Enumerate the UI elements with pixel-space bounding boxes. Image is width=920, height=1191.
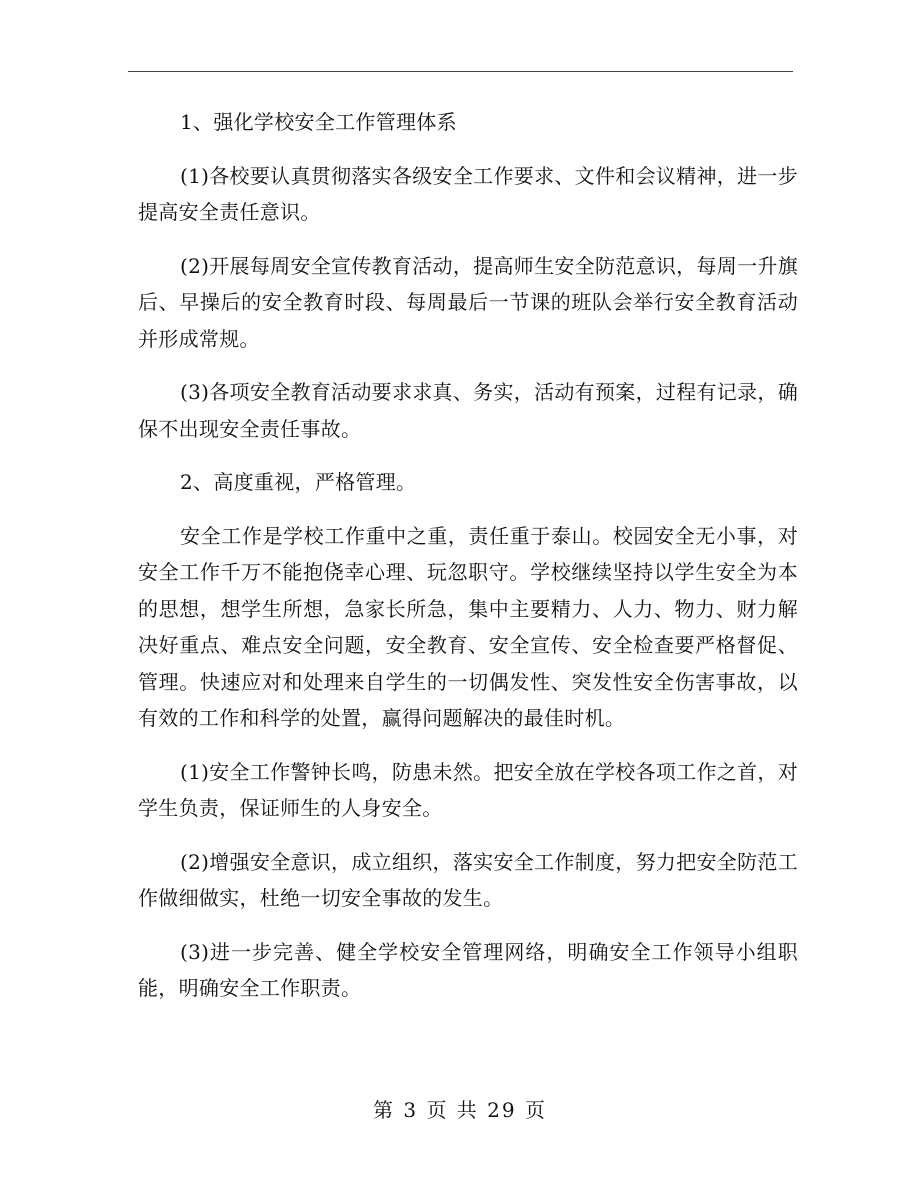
paragraph-1-2: (2)开展每周安全宣传教育活动，提高师生安全防范意识，每周一升旗后、早操后的安全教育时段、每周最后一节课的班队会举行安全教育活动并形成常规。: [138, 253, 798, 351]
paragraph-1-1: (1)各校要认真贯彻落实各级安全工作要求、文件和会议精神，进一步提高安全责任意识。: [138, 163, 798, 224]
paragraph-2-3: (3)进一步完善、健全学校安全管理网络，明确安全工作领导小组职能，明确安全工作职责。: [138, 939, 798, 1000]
paragraph-2-1: (1)安全工作警钟长鸣，防患未然。把安全放在学校各项工作之首，对学生负责，保证师生的人身安全。: [138, 759, 798, 820]
document-body: [138, 104, 798, 1024]
paragraph-1-3: (3)各项安全教育活动要求求真、务实，活动有预案，过程有记录，确保不出现安全责任事故。: [138, 380, 798, 441]
paragraph-2-intro: 安全工作是学校工作重中之重，责任重于泰山。校园安全无小事，对安全工作千万不能抱侥幸心理、玩忽职守。学校继续坚持以学生安全为本的思想，想学生所想，急家长所急，集中主要精力、人力、物力、财力解决好重点、难点安全问题，安全教育、安全宣传、安全检查要严格督促、管理。快速应对和处理来自学生的一切偶发性、突发性安全伤害事故，以有效的工作和科学的处置，赢得问题解决的最佳时机。: [138, 523, 798, 730]
page-number-footer: 第 3 页 共 29 页: [373, 1098, 547, 1122]
section-heading-1: 1、强化学校安全工作管理体系: [180, 110, 457, 134]
paragraph-2-2: (2)增强安全意识，成立组织，落实安全工作制度，努力把安全防范工作做细做实，杜绝一切安全事故的发生。: [138, 849, 798, 910]
header-divider: [128, 71, 793, 72]
section-heading-2: 2、高度重视，严格管理。: [180, 470, 417, 494]
